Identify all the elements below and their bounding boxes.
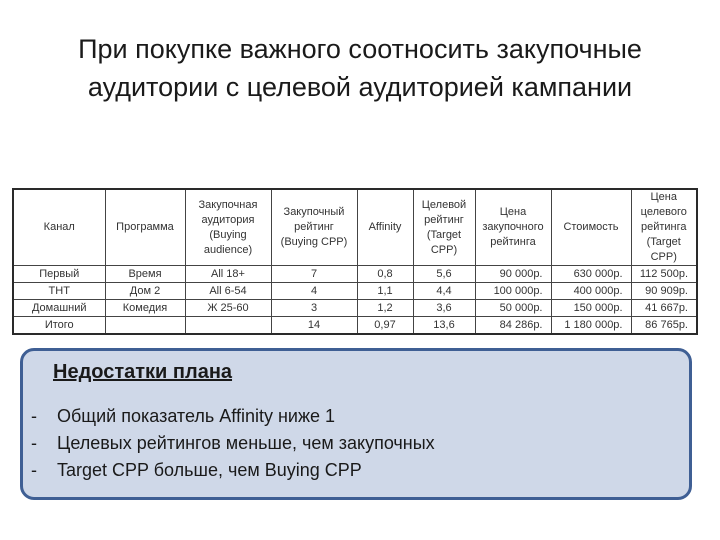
cell-cost: 400 000р. (551, 283, 631, 300)
cell-target-rating: 13,6 (413, 317, 475, 335)
cell-program: Время (105, 266, 185, 283)
callout-heading: Недостатки плана (53, 361, 233, 383)
cell-cost: 630 000р. (551, 266, 631, 283)
table-header-row (13, 189, 697, 266)
col-header-channel: Канал (13, 189, 105, 266)
col-header-affinity: Affinity (357, 189, 413, 266)
list-item (31, 457, 435, 484)
cell-buying-rating-price: 100 000р. (475, 283, 551, 300)
cell-target-rating: 3,6 (413, 300, 475, 317)
cell-program (105, 317, 185, 335)
cell-cost: 1 180 000р. (551, 317, 631, 335)
cell-buying-rating-price: 50 000р. (475, 300, 551, 317)
col-header-buying-rating: Закупочный рейтинг (Buying CPP) (271, 189, 357, 266)
cell-target-cpp: 86 765р. (631, 317, 697, 335)
col-header-target-rating: Целевой рейтинг (Target CPP) (413, 189, 475, 266)
table-row (13, 283, 697, 300)
slide-title: При покупке важного соотносить закупочные аудитории с целевой аудиторией кампании (78, 34, 642, 102)
bullet-dash: - (31, 460, 37, 480)
cell-buying-rating: 14 (271, 317, 357, 335)
cell-target-cpp: 112 500р. (631, 266, 697, 283)
table-row (13, 300, 697, 317)
cell-affinity: 1,1 (357, 283, 413, 300)
col-header-program: Программа (105, 189, 185, 266)
table-row (13, 266, 697, 283)
cell-buying-rating-price: 90 000р. (475, 266, 551, 283)
col-header-buying-rating-price: Цена закупочного рейтинга (475, 189, 551, 266)
col-header-target-cpp: Цена целевого рейтинга (Target CPP) (631, 189, 697, 266)
cell-buying-rating: 7 (271, 266, 357, 283)
cell-target-cpp: 90 909р. (631, 283, 697, 300)
col-header-buying-audience: Закупочная аудитория (Buying audience) (185, 189, 271, 266)
table-total-row (13, 317, 697, 335)
bullet-dash: - (31, 406, 37, 426)
cell-program: Дом 2 (105, 283, 185, 300)
cell-buying-rating: 4 (271, 283, 357, 300)
drawbacks-list (31, 403, 435, 484)
list-item-text: Общий показатель Affinity ниже 1 (57, 406, 336, 426)
cell-channel: Первый (13, 266, 105, 283)
cell-cost: 150 000р. (551, 300, 631, 317)
cell-target-rating: 4,4 (413, 283, 475, 300)
list-item (31, 430, 435, 457)
cell-affinity: 0,8 (357, 266, 413, 283)
cell-channel: Домашний (13, 300, 105, 317)
cell-total-label: Итого (13, 317, 105, 335)
cell-buying-audience (185, 317, 271, 335)
plan-drawbacks-callout (20, 348, 692, 500)
cell-affinity: 1,2 (357, 300, 413, 317)
media-plan-table (12, 188, 698, 335)
col-header-cost: Стоимость (551, 189, 631, 266)
cell-buying-rating: 3 (271, 300, 357, 317)
cell-channel: ТНТ (13, 283, 105, 300)
list-item-text: Target CPP больше, чем Buying CPP (57, 460, 362, 480)
cell-affinity: 0,97 (357, 317, 413, 335)
list-item-text: Целевых рейтингов меньше, чем закупочных (57, 433, 435, 453)
bullet-dash: - (31, 433, 37, 453)
cell-buying-audience: Ж 25-60 (185, 300, 271, 317)
cell-buying-rating-price: 84 286р. (475, 317, 551, 335)
cell-program: Комедия (105, 300, 185, 317)
cell-target-rating: 5,6 (413, 266, 475, 283)
cell-buying-audience: All 18+ (185, 266, 271, 283)
cell-buying-audience: All 6-54 (185, 283, 271, 300)
cell-target-cpp: 41 667р. (631, 300, 697, 317)
list-item (31, 403, 435, 430)
